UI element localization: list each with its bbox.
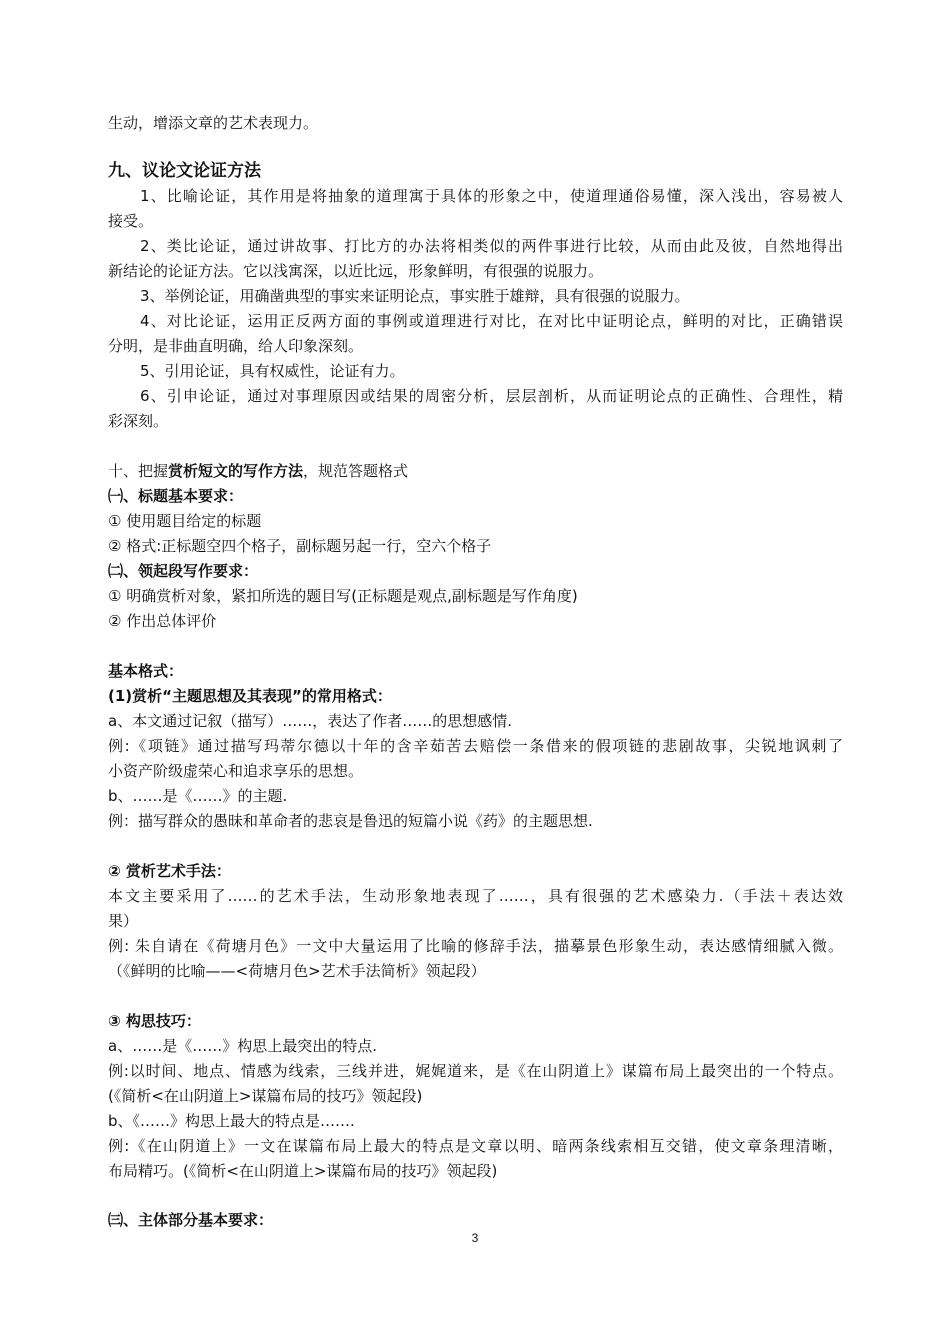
text-line: 例：描写群众的愚昧和革命者的悲哀是鲁迅的短篇小说《药》的主题思想.	[108, 812, 593, 830]
text-line: 接受。	[108, 212, 154, 230]
subheading-basic-format: 基本格式：	[108, 662, 184, 680]
text-line: 例:《在山阴道上》一文在谋篇布局上最大的特点是文章以明、暗两条线索相互交错，使文章条理清晰，	[108, 1137, 843, 1155]
text-line: 布局精巧。(《简析<在山阴道上>谋篇布局的技巧》领起段)	[108, 1162, 498, 1180]
text-line: b、……是《……》的主题.	[108, 787, 288, 805]
subheading-lead-paragraph: ㈡、领起段写作要求：	[108, 562, 259, 580]
subheading-theme-format: (1)赏析“主题思想及其表现”的常用格式：	[108, 687, 392, 705]
heading-part: ，规范答题格式	[303, 462, 409, 480]
text-line: 1、比喻论证，其作用是将抽象的道理寓于具体的形象之中，使道理通俗易懂，深入浅出，容易被人	[140, 187, 843, 205]
text-line: b、《……》构思上最大的特点是…….	[108, 1112, 355, 1130]
subheading-title-requirements: ㈠、标题基本要求：	[108, 487, 244, 505]
text-line: 新结论的论证方法。它以浅寓深，以近比远，形象鲜明，有很强的说服力。	[108, 262, 604, 280]
text-line: 2、类比论证，通过讲故事、打比方的办法将相类似的两件事进行比较，从而由此及彼，自然地得出	[140, 237, 843, 255]
text-line: 本文主要采用了……的艺术手法，生动形象地表现了……，具有很强的艺术感染力.（手法＋表达效	[108, 887, 843, 905]
subheading-structure-skill: ③ 构思技巧：	[108, 1012, 201, 1030]
text-line: ① 明确赏析对象，紧扣所选的题目写(正标题是观点,副标题是写作角度)	[108, 587, 578, 605]
section-heading-10	[108, 459, 843, 483]
text-line: 6、引申论证，通过对事理原因或结果的周密分析，层层剖析，从而证明论点的正确性、合理性，精	[140, 387, 843, 405]
text-line: （《鲜明的比喻——<荷塘月色>艺术手法简析》领起段）	[108, 962, 486, 980]
text-line: 彩深刻。	[108, 412, 169, 430]
text-line: (《简析<在山阴道上>谋篇布局的技巧》领起段)	[108, 1087, 423, 1105]
text-line: ② 作出总体评价	[108, 612, 217, 630]
text-line: 小资产阶级虚荣心和追求享乐的思想。	[108, 762, 364, 780]
text-line: 分明，是非曲直明确，给人印象深刻。	[108, 337, 364, 355]
text-line: a、本文通过记叙（描写）……，表达了作者……的思想感情.	[108, 712, 512, 730]
text-line: 4、对比论证，运用正反两方面的事例或道理进行对比，在对比中证明论点，鲜明的对比，正确错误	[140, 312, 843, 330]
heading-bold-part: 赏析短文的写作方法	[168, 462, 304, 480]
text-line: 3、举例论证，用确凿典型的事实来证明论点，事实胜于雄辩，具有很强的说服力。	[140, 287, 690, 305]
text-line: 例:《项链》通过描写玛蒂尔德以十年的含辛茹苦去赔偿一条借来的假项链的悲剧故事，尖锐地讽刺了	[108, 737, 843, 755]
text-line: 例: 朱自请在《荷塘月色》一文中大量运用了比喻的修辞手法，描摹景色形象生动，表达感情细腻入微。	[108, 937, 843, 955]
subheading-main-body: ㈢、主体部分基本要求：	[108, 1211, 274, 1229]
page-number: 3	[471, 1231, 479, 1245]
text-line: 5、引用论证，具有权威性，论证有力。	[140, 362, 405, 380]
text-line: a、……是《……》构思上最突出的特点.	[108, 1037, 377, 1055]
text-line: 生动，增添文章的艺术表现力。	[108, 114, 319, 132]
section-heading-9: 九、议论文论证方法	[108, 161, 261, 181]
text-line: ① 使用题目给定的标题	[108, 512, 262, 530]
text-line: 例:以时间、地点、情感为线索，三线并进，娓娓道来，是《在山阴道上》谋篇布局上最突出的一个特点。	[108, 1062, 843, 1080]
text-line: 果）	[108, 912, 139, 930]
heading-part: 十、把握	[108, 462, 169, 480]
subheading-artistic-technique: ② 赏析艺术手法：	[108, 862, 231, 880]
text-line: ② 格式:正标题空四个格子，副标题另起一行，空六个格子	[108, 537, 492, 555]
